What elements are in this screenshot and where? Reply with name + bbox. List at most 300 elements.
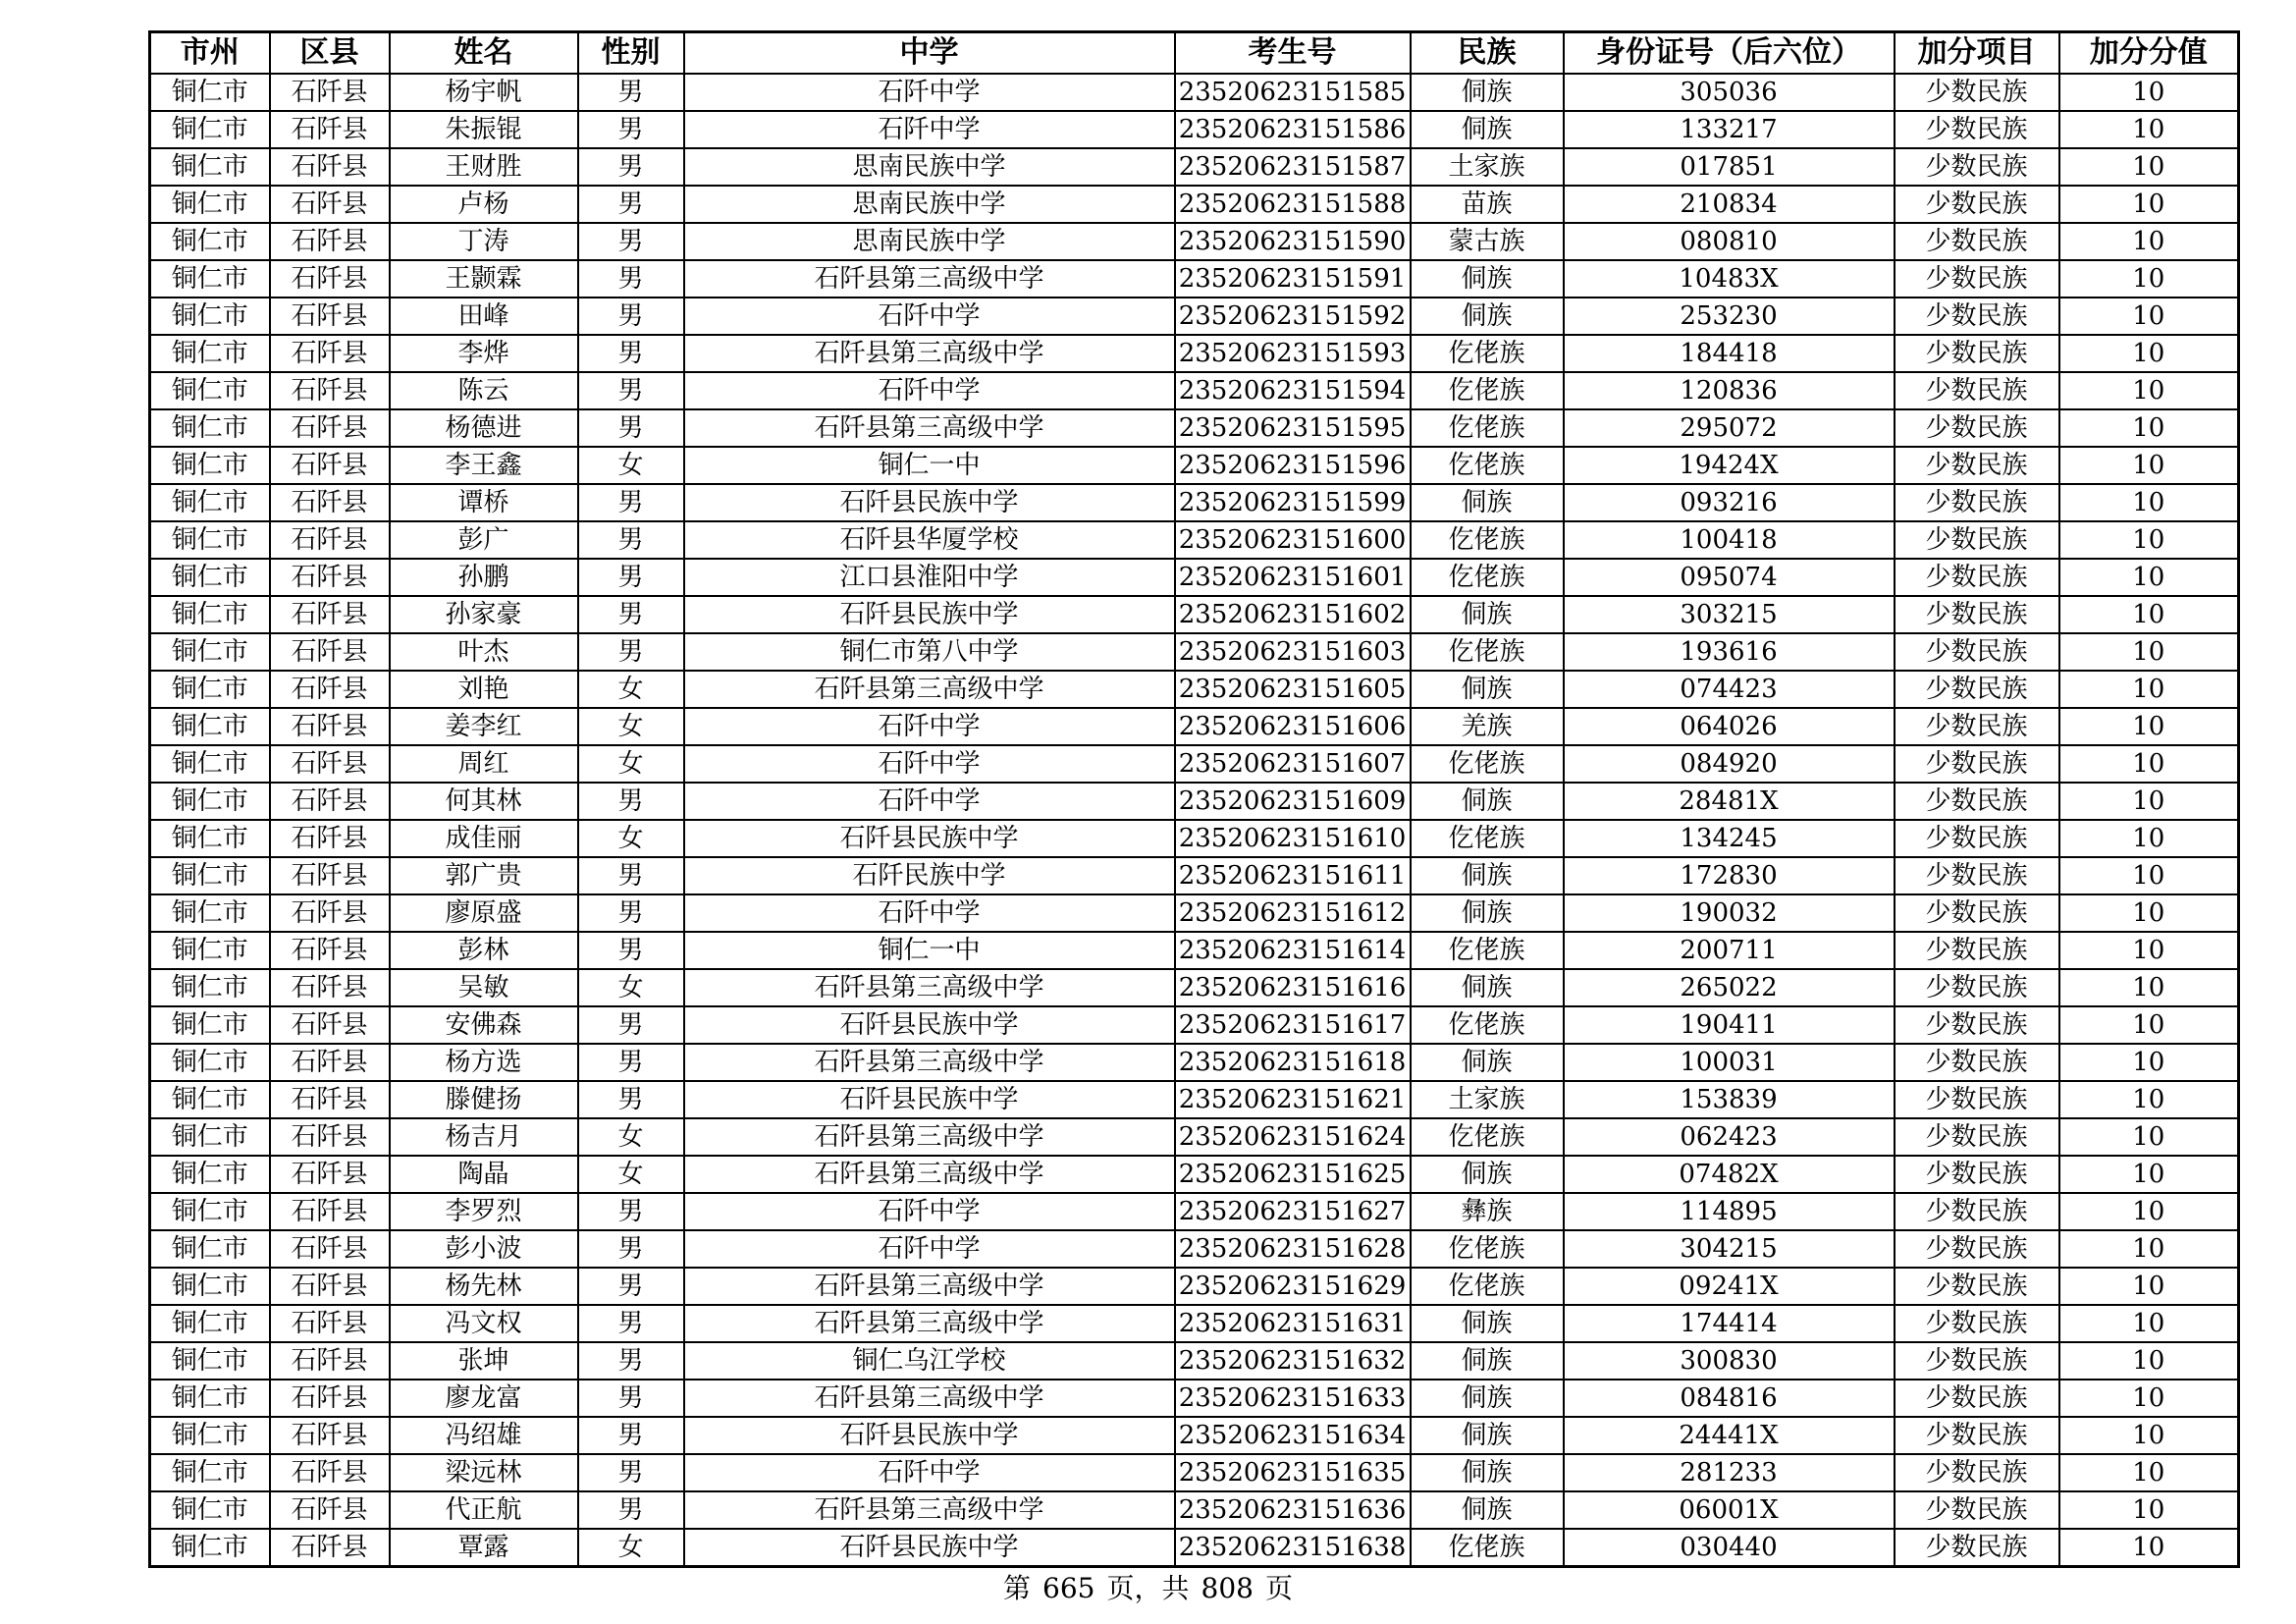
- cell-ethnicity: 侗族: [1411, 111, 1564, 148]
- cell-name: 郭广贵: [390, 857, 578, 894]
- cell-school: 石阡县民族中学: [684, 484, 1175, 521]
- cell-ethnicity: 彝族: [1411, 1193, 1564, 1230]
- cell-bonus-item: 少数民族: [1895, 1417, 2059, 1454]
- cell-exam-number: 23520623151605: [1175, 671, 1411, 708]
- cell-id-suffix: 084816: [1564, 1380, 1895, 1417]
- table-row: [150, 932, 2239, 969]
- cell-name: 王财胜: [390, 148, 578, 186]
- cell-exam-number: 23520623151592: [1175, 298, 1411, 335]
- cell-city: 铜仁市: [150, 633, 270, 671]
- cell-city: 铜仁市: [150, 559, 270, 596]
- cell-ethnicity: 仡佬族: [1411, 1268, 1564, 1305]
- cell-id-suffix: 134245: [1564, 820, 1895, 857]
- column-header-exam-number: 考生号: [1175, 32, 1411, 75]
- cell-gender: 男: [578, 932, 684, 969]
- cell-county: 石阡县: [270, 559, 390, 596]
- cell-school: 石阡县民族中学: [684, 1529, 1175, 1567]
- cell-name: 梁远林: [390, 1454, 578, 1491]
- cell-city: 铜仁市: [150, 260, 270, 298]
- cell-county: 石阡县: [270, 521, 390, 559]
- cell-exam-number: 23520623151599: [1175, 484, 1411, 521]
- cell-gender: 男: [578, 783, 684, 820]
- cell-name: 廖龙富: [390, 1380, 578, 1417]
- table-row: [150, 1193, 2239, 1230]
- table-row: [150, 260, 2239, 298]
- cell-bonus-value: 10: [2059, 298, 2239, 335]
- cell-gender: 男: [578, 1081, 684, 1118]
- table-row: [150, 148, 2239, 186]
- cell-city: 铜仁市: [150, 1193, 270, 1230]
- cell-school: 石阡中学: [684, 745, 1175, 783]
- cell-id-suffix: 153839: [1564, 1081, 1895, 1118]
- cell-county: 石阡县: [270, 857, 390, 894]
- table-row: [150, 74, 2239, 111]
- cell-id-suffix: 304215: [1564, 1230, 1895, 1268]
- footer-current-page: 665: [1042, 1572, 1095, 1604]
- cell-city: 铜仁市: [150, 1156, 270, 1193]
- cell-bonus-value: 10: [2059, 894, 2239, 932]
- cell-id-suffix: 19424X: [1564, 447, 1895, 484]
- cell-school: 石阡县民族中学: [684, 820, 1175, 857]
- cell-id-suffix: 074423: [1564, 671, 1895, 708]
- cell-ethnicity: 仡佬族: [1411, 409, 1564, 447]
- table-row: [150, 969, 2239, 1006]
- cell-county: 石阡县: [270, 1454, 390, 1491]
- table-row: [150, 745, 2239, 783]
- cell-id-suffix: 133217: [1564, 111, 1895, 148]
- cell-bonus-item: 少数民族: [1895, 596, 2059, 633]
- cell-bonus-item: 少数民族: [1895, 1118, 2059, 1156]
- cell-ethnicity: 侗族: [1411, 1417, 1564, 1454]
- table-row: [150, 708, 2239, 745]
- cell-id-suffix: 07482X: [1564, 1156, 1895, 1193]
- cell-county: 石阡县: [270, 484, 390, 521]
- cell-county: 石阡县: [270, 1491, 390, 1529]
- cell-bonus-item: 少数民族: [1895, 559, 2059, 596]
- cell-ethnicity: 侗族: [1411, 1044, 1564, 1081]
- cell-bonus-value: 10: [2059, 596, 2239, 633]
- cell-id-suffix: 300830: [1564, 1342, 1895, 1380]
- cell-bonus-value: 10: [2059, 409, 2239, 447]
- cell-bonus-item: 少数民族: [1895, 783, 2059, 820]
- cell-id-suffix: 080810: [1564, 223, 1895, 260]
- cell-county: 石阡县: [270, 894, 390, 932]
- cell-county: 石阡县: [270, 1156, 390, 1193]
- table-row: [150, 633, 2239, 671]
- cell-ethnicity: 仡佬族: [1411, 745, 1564, 783]
- cell-school: 石阡中学: [684, 74, 1175, 111]
- cell-name: 田峰: [390, 298, 578, 335]
- cell-gender: 男: [578, 1230, 684, 1268]
- cell-bonus-item: 少数民族: [1895, 148, 2059, 186]
- cell-bonus-item: 少数民族: [1895, 1156, 2059, 1193]
- cell-exam-number: 23520623151587: [1175, 148, 1411, 186]
- cell-school: 石阡中学: [684, 708, 1175, 745]
- cell-county: 石阡县: [270, 1305, 390, 1342]
- cell-id-suffix: 095074: [1564, 559, 1895, 596]
- cell-exam-number: 23520623151591: [1175, 260, 1411, 298]
- table-row: [150, 298, 2239, 335]
- cell-city: 铜仁市: [150, 932, 270, 969]
- cell-exam-number: 23520623151590: [1175, 223, 1411, 260]
- score-bonus-table-container: [148, 30, 2237, 1568]
- cell-school: 铜仁乌江学校: [684, 1342, 1175, 1380]
- cell-exam-number: 23520623151624: [1175, 1118, 1411, 1156]
- cell-name: 孙家豪: [390, 596, 578, 633]
- cell-bonus-item: 少数民族: [1895, 1193, 2059, 1230]
- table-row: [150, 1380, 2239, 1417]
- cell-exam-number: 23520623151588: [1175, 186, 1411, 223]
- cell-id-suffix: 210834: [1564, 186, 1895, 223]
- cell-ethnicity: 土家族: [1411, 148, 1564, 186]
- cell-city: 铜仁市: [150, 447, 270, 484]
- cell-county: 石阡县: [270, 335, 390, 372]
- cell-gender: 女: [578, 447, 684, 484]
- cell-gender: 男: [578, 74, 684, 111]
- cell-city: 铜仁市: [150, 1305, 270, 1342]
- cell-county: 石阡县: [270, 745, 390, 783]
- cell-ethnicity: 侗族: [1411, 484, 1564, 521]
- cell-gender: 男: [578, 857, 684, 894]
- cell-exam-number: 23520623151632: [1175, 1342, 1411, 1380]
- table-row: [150, 223, 2239, 260]
- cell-gender: 女: [578, 1118, 684, 1156]
- cell-name: 杨方选: [390, 1044, 578, 1081]
- cell-gender: 女: [578, 969, 684, 1006]
- cell-city: 铜仁市: [150, 1417, 270, 1454]
- cell-bonus-value: 10: [2059, 1006, 2239, 1044]
- cell-city: 铜仁市: [150, 74, 270, 111]
- cell-bonus-value: 10: [2059, 484, 2239, 521]
- cell-exam-number: 23520623151618: [1175, 1044, 1411, 1081]
- page-footer: [0, 1567, 2296, 1606]
- table-row: [150, 559, 2239, 596]
- cell-name: 吴敏: [390, 969, 578, 1006]
- cell-name: 张坤: [390, 1342, 578, 1380]
- cell-exam-number: 23520623151586: [1175, 111, 1411, 148]
- cell-county: 石阡县: [270, 1081, 390, 1118]
- cell-ethnicity: 苗族: [1411, 186, 1564, 223]
- cell-bonus-value: 10: [2059, 447, 2239, 484]
- cell-bonus-item: 少数民族: [1895, 1305, 2059, 1342]
- cell-bonus-item: 少数民族: [1895, 335, 2059, 372]
- cell-school: 铜仁一中: [684, 447, 1175, 484]
- cell-name: 彭林: [390, 932, 578, 969]
- cell-name: 李罗烈: [390, 1193, 578, 1230]
- cell-school: 石阡民族中学: [684, 857, 1175, 894]
- cell-exam-number: 23520623151601: [1175, 559, 1411, 596]
- cell-gender: 男: [578, 260, 684, 298]
- cell-id-suffix: 030440: [1564, 1529, 1895, 1567]
- table-row: [150, 1305, 2239, 1342]
- cell-city: 铜仁市: [150, 1118, 270, 1156]
- cell-bonus-item: 少数民族: [1895, 260, 2059, 298]
- cell-ethnicity: 仡佬族: [1411, 559, 1564, 596]
- cell-school: 石阡中学: [684, 894, 1175, 932]
- cell-county: 石阡县: [270, 1044, 390, 1081]
- cell-id-suffix: 120836: [1564, 372, 1895, 409]
- cell-bonus-value: 10: [2059, 1380, 2239, 1417]
- cell-bonus-value: 10: [2059, 74, 2239, 111]
- cell-id-suffix: 303215: [1564, 596, 1895, 633]
- cell-bonus-item: 少数民族: [1895, 484, 2059, 521]
- cell-school: 思南民族中学: [684, 148, 1175, 186]
- cell-city: 铜仁市: [150, 186, 270, 223]
- table-row: [150, 671, 2239, 708]
- cell-bonus-value: 10: [2059, 820, 2239, 857]
- cell-bonus-item: 少数民族: [1895, 447, 2059, 484]
- cell-name: 杨宇帆: [390, 74, 578, 111]
- cell-county: 石阡县: [270, 820, 390, 857]
- cell-name: 冯绍雄: [390, 1417, 578, 1454]
- cell-bonus-item: 少数民族: [1895, 671, 2059, 708]
- cell-city: 铜仁市: [150, 335, 270, 372]
- cell-exam-number: 23520623151617: [1175, 1006, 1411, 1044]
- cell-city: 铜仁市: [150, 1529, 270, 1567]
- table-row: [150, 484, 2239, 521]
- cell-school: 石阡县第三高级中学: [684, 1156, 1175, 1193]
- cell-school: 江口县淮阳中学: [684, 559, 1175, 596]
- cell-city: 铜仁市: [150, 1342, 270, 1380]
- cell-county: 石阡县: [270, 969, 390, 1006]
- cell-exam-number: 23520623151595: [1175, 409, 1411, 447]
- cell-county: 石阡县: [270, 1417, 390, 1454]
- cell-ethnicity: 侗族: [1411, 671, 1564, 708]
- cell-school: 石阡县第三高级中学: [684, 1118, 1175, 1156]
- cell-city: 铜仁市: [150, 148, 270, 186]
- cell-name: 杨先林: [390, 1268, 578, 1305]
- cell-bonus-value: 10: [2059, 1044, 2239, 1081]
- cell-name: 卢杨: [390, 186, 578, 223]
- cell-ethnicity: 侗族: [1411, 1491, 1564, 1529]
- cell-ethnicity: 土家族: [1411, 1081, 1564, 1118]
- cell-id-suffix: 174414: [1564, 1305, 1895, 1342]
- cell-county: 石阡县: [270, 671, 390, 708]
- cell-school: 石阡县民族中学: [684, 1417, 1175, 1454]
- cell-school: 铜仁市第八中学: [684, 633, 1175, 671]
- table-row: [150, 894, 2239, 932]
- cell-school: 石阡县第三高级中学: [684, 1044, 1175, 1081]
- cell-bonus-item: 少数民族: [1895, 1268, 2059, 1305]
- column-header-county: 区县: [270, 32, 390, 75]
- cell-name: 代正航: [390, 1491, 578, 1529]
- cell-school: 石阡县第三高级中学: [684, 1491, 1175, 1529]
- cell-ethnicity: 侗族: [1411, 894, 1564, 932]
- cell-id-suffix: 305036: [1564, 74, 1895, 111]
- table-row: [150, 111, 2239, 148]
- cell-bonus-value: 10: [2059, 148, 2239, 186]
- cell-id-suffix: 10483X: [1564, 260, 1895, 298]
- cell-bonus-value: 10: [2059, 223, 2239, 260]
- cell-ethnicity: 侗族: [1411, 260, 1564, 298]
- cell-name: 叶杰: [390, 633, 578, 671]
- cell-county: 石阡县: [270, 1268, 390, 1305]
- cell-county: 石阡县: [270, 1342, 390, 1380]
- cell-school: 思南民族中学: [684, 223, 1175, 260]
- cell-city: 铜仁市: [150, 223, 270, 260]
- table-body: [150, 74, 2239, 1567]
- cell-bonus-value: 10: [2059, 1118, 2239, 1156]
- table-row: [150, 1417, 2239, 1454]
- cell-city: 铜仁市: [150, 857, 270, 894]
- cell-gender: 男: [578, 298, 684, 335]
- cell-gender: 男: [578, 1342, 684, 1380]
- cell-county: 石阡县: [270, 1380, 390, 1417]
- cell-ethnicity: 侗族: [1411, 857, 1564, 894]
- cell-school: 石阡县民族中学: [684, 1081, 1175, 1118]
- table-row: [150, 372, 2239, 409]
- cell-ethnicity: 仡佬族: [1411, 521, 1564, 559]
- cell-gender: 男: [578, 559, 684, 596]
- footer-middle: 页，共: [1106, 1572, 1190, 1604]
- column-header-bonus-item: 加分项目: [1895, 32, 2059, 75]
- cell-school: 石阡中学: [684, 1193, 1175, 1230]
- cell-bonus-item: 少数民族: [1895, 894, 2059, 932]
- cell-gender: 男: [578, 596, 684, 633]
- cell-ethnicity: 仡佬族: [1411, 820, 1564, 857]
- table-row: [150, 820, 2239, 857]
- cell-city: 铜仁市: [150, 708, 270, 745]
- footer-prefix: 第: [1003, 1572, 1032, 1604]
- cell-name: 杨德进: [390, 409, 578, 447]
- cell-gender: 女: [578, 745, 684, 783]
- cell-gender: 女: [578, 708, 684, 745]
- cell-id-suffix: 09241X: [1564, 1268, 1895, 1305]
- cell-school: 石阡中学: [684, 783, 1175, 820]
- cell-bonus-item: 少数民族: [1895, 708, 2059, 745]
- cell-city: 铜仁市: [150, 783, 270, 820]
- cell-id-suffix: 253230: [1564, 298, 1895, 335]
- cell-name: 廖原盛: [390, 894, 578, 932]
- cell-id-suffix: 200711: [1564, 932, 1895, 969]
- cell-gender: 男: [578, 1305, 684, 1342]
- cell-exam-number: 23520623151612: [1175, 894, 1411, 932]
- cell-school: 石阡县第三高级中学: [684, 969, 1175, 1006]
- cell-id-suffix: 064026: [1564, 708, 1895, 745]
- cell-bonus-value: 10: [2059, 1268, 2239, 1305]
- cell-ethnicity: 侗族: [1411, 1454, 1564, 1491]
- cell-name: 滕健扬: [390, 1081, 578, 1118]
- table-row: [150, 1529, 2239, 1567]
- cell-exam-number: 23520623151606: [1175, 708, 1411, 745]
- cell-exam-number: 23520623151638: [1175, 1529, 1411, 1567]
- table-row: [150, 783, 2239, 820]
- table-row: [150, 1491, 2239, 1529]
- cell-gender: 男: [578, 223, 684, 260]
- cell-name: 谭桥: [390, 484, 578, 521]
- cell-school: 石阡县第三高级中学: [684, 260, 1175, 298]
- column-header-ethnicity: 民族: [1411, 32, 1564, 75]
- cell-school: 石阡县第三高级中学: [684, 335, 1175, 372]
- cell-ethnicity: 羌族: [1411, 708, 1564, 745]
- cell-school: 石阡中学: [684, 111, 1175, 148]
- cell-name: 李王鑫: [390, 447, 578, 484]
- table-row: [150, 1342, 2239, 1380]
- cell-bonus-item: 少数民族: [1895, 186, 2059, 223]
- cell-name: 李烨: [390, 335, 578, 372]
- cell-id-suffix: 190032: [1564, 894, 1895, 932]
- cell-school: 石阡中学: [684, 298, 1175, 335]
- cell-county: 石阡县: [270, 298, 390, 335]
- cell-ethnicity: 侗族: [1411, 1156, 1564, 1193]
- cell-bonus-value: 10: [2059, 783, 2239, 820]
- cell-bonus-value: 10: [2059, 969, 2239, 1006]
- cell-exam-number: 23520623151585: [1175, 74, 1411, 111]
- cell-county: 石阡县: [270, 1118, 390, 1156]
- cell-id-suffix: 093216: [1564, 484, 1895, 521]
- table-row: [150, 1118, 2239, 1156]
- cell-bonus-value: 10: [2059, 1156, 2239, 1193]
- cell-bonus-item: 少数民族: [1895, 223, 2059, 260]
- cell-ethnicity: 侗族: [1411, 969, 1564, 1006]
- cell-exam-number: 23520623151636: [1175, 1491, 1411, 1529]
- cell-city: 铜仁市: [150, 1044, 270, 1081]
- cell-bonus-value: 10: [2059, 559, 2239, 596]
- cell-school: 石阡县第三高级中学: [684, 409, 1175, 447]
- table-row: [150, 857, 2239, 894]
- cell-school: 石阡县民族中学: [684, 1006, 1175, 1044]
- table-row: [150, 1268, 2239, 1305]
- cell-ethnicity: 侗族: [1411, 1380, 1564, 1417]
- cell-city: 铜仁市: [150, 1081, 270, 1118]
- cell-county: 石阡县: [270, 783, 390, 820]
- cell-gender: 男: [578, 1006, 684, 1044]
- cell-school: 石阡县第三高级中学: [684, 1305, 1175, 1342]
- cell-gender: 女: [578, 820, 684, 857]
- cell-school: 石阡县民族中学: [684, 596, 1175, 633]
- column-header-name: 姓名: [390, 32, 578, 75]
- cell-name: 刘艳: [390, 671, 578, 708]
- table-row: [150, 521, 2239, 559]
- cell-ethnicity: 仡佬族: [1411, 633, 1564, 671]
- cell-exam-number: 23520623151621: [1175, 1081, 1411, 1118]
- cell-county: 石阡县: [270, 596, 390, 633]
- cell-ethnicity: 仡佬族: [1411, 1230, 1564, 1268]
- cell-id-suffix: 281233: [1564, 1454, 1895, 1491]
- cell-id-suffix: 184418: [1564, 335, 1895, 372]
- cell-county: 石阡县: [270, 186, 390, 223]
- cell-exam-number: 23520623151609: [1175, 783, 1411, 820]
- table-row: [150, 447, 2239, 484]
- cell-exam-number: 23520623151631: [1175, 1305, 1411, 1342]
- cell-city: 铜仁市: [150, 372, 270, 409]
- cell-city: 铜仁市: [150, 298, 270, 335]
- cell-id-suffix: 100031: [1564, 1044, 1895, 1081]
- cell-ethnicity: 蒙古族: [1411, 223, 1564, 260]
- cell-bonus-value: 10: [2059, 186, 2239, 223]
- cell-exam-number: 23520623151625: [1175, 1156, 1411, 1193]
- table-row: [150, 1081, 2239, 1118]
- cell-gender: 男: [578, 1380, 684, 1417]
- cell-gender: 女: [578, 671, 684, 708]
- cell-ethnicity: 仡佬族: [1411, 1006, 1564, 1044]
- cell-bonus-item: 少数民族: [1895, 633, 2059, 671]
- cell-gender: 男: [578, 1044, 684, 1081]
- cell-name: 朱振锟: [390, 111, 578, 148]
- cell-city: 铜仁市: [150, 745, 270, 783]
- cell-ethnicity: 仡佬族: [1411, 372, 1564, 409]
- cell-school: 石阡中学: [684, 1230, 1175, 1268]
- cell-county: 石阡县: [270, 1193, 390, 1230]
- cell-bonus-item: 少数民族: [1895, 1342, 2059, 1380]
- cell-exam-number: 23520623151616: [1175, 969, 1411, 1006]
- cell-ethnicity: 侗族: [1411, 783, 1564, 820]
- cell-name: 陈云: [390, 372, 578, 409]
- cell-bonus-value: 10: [2059, 521, 2239, 559]
- cell-bonus-item: 少数民族: [1895, 1006, 2059, 1044]
- cell-city: 铜仁市: [150, 596, 270, 633]
- cell-bonus-item: 少数民族: [1895, 1380, 2059, 1417]
